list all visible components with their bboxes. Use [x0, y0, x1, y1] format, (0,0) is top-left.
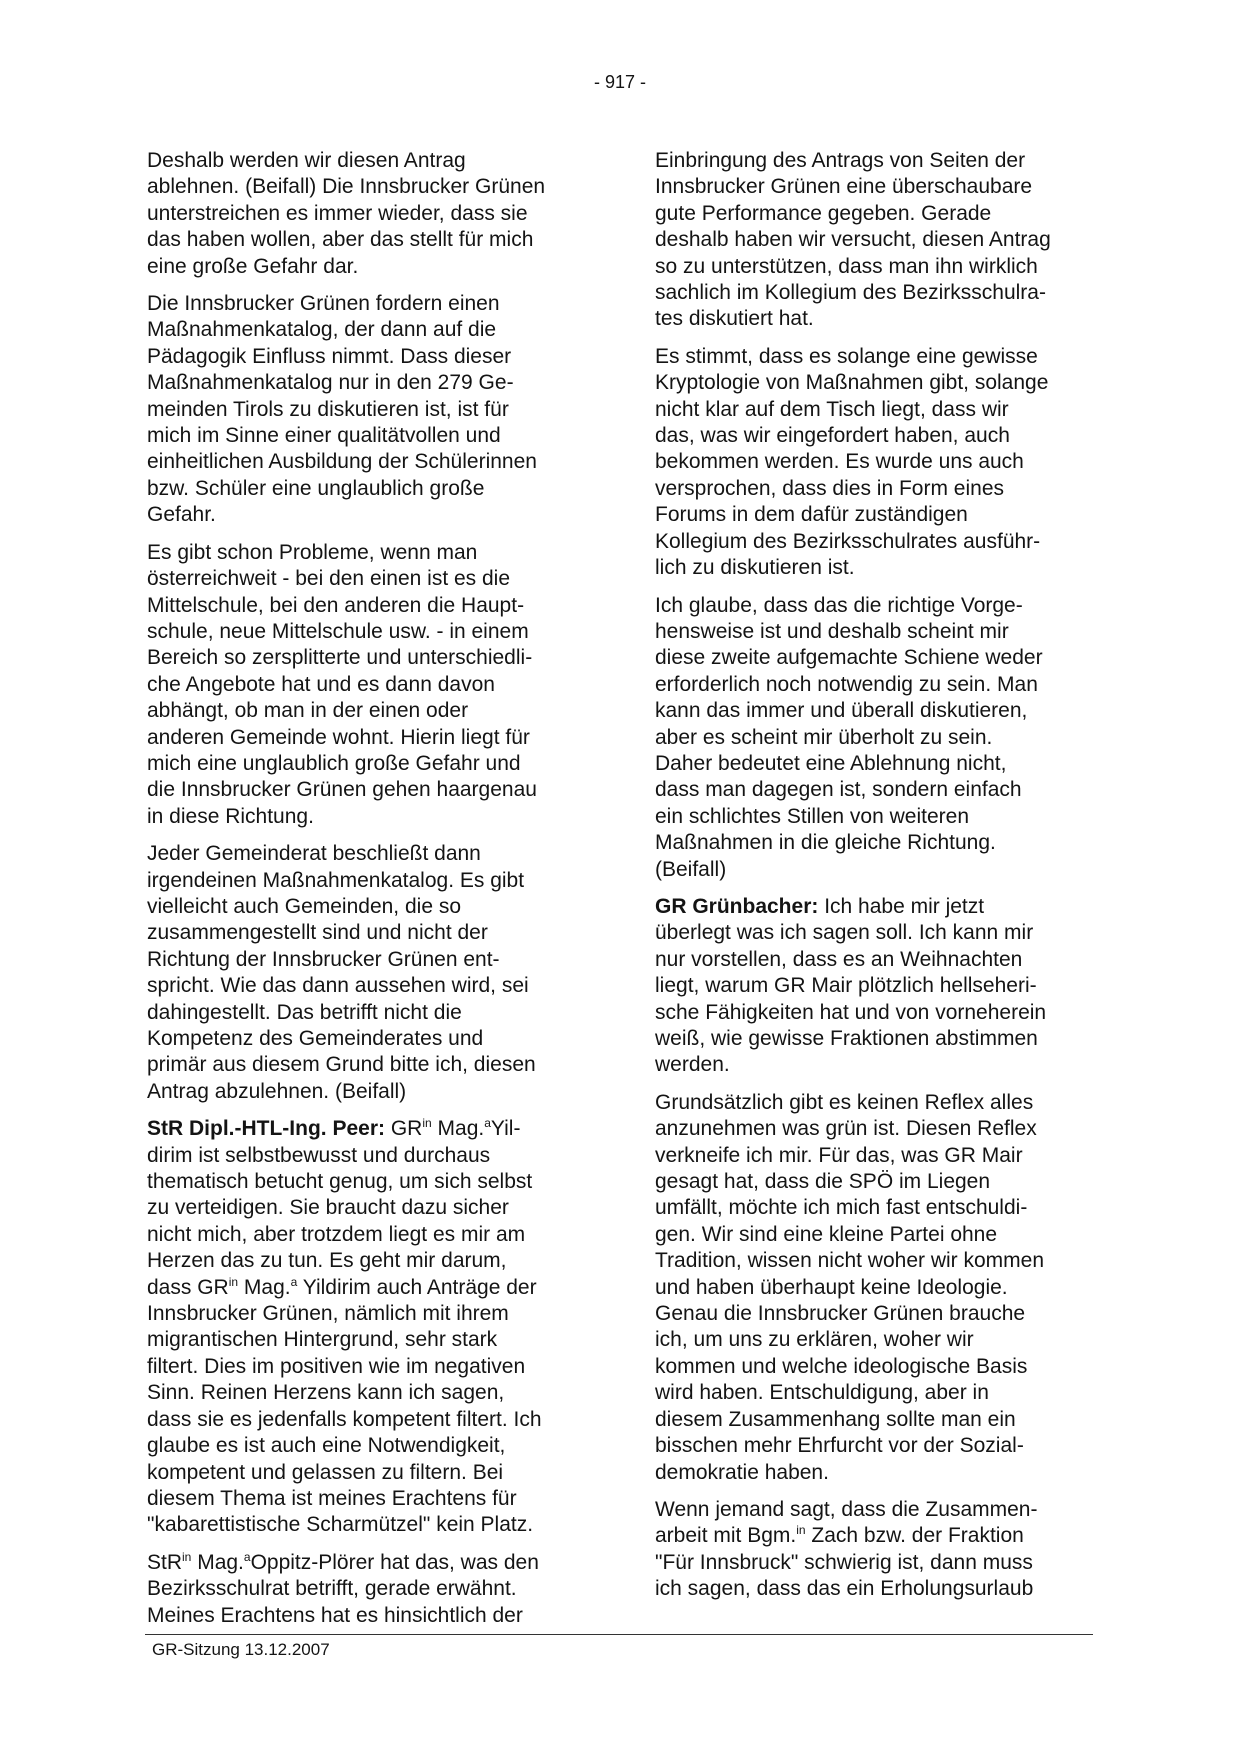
text-line: Kryptologie von Maßnahmen gibt, solange	[655, 371, 1049, 395]
text-line: nur vorstellen, dass es an Weihnachten	[655, 947, 1023, 971]
text-line: Gefahr.	[147, 503, 216, 527]
text-line: Daher bedeutet eine Ablehnung nicht,	[655, 751, 1007, 775]
text-line: migrantischen Hintergrund, sehr stark	[147, 1328, 498, 1352]
text-line: dass sie es jedenfalls kompetent filtert. Ich	[147, 1407, 542, 1431]
speech-peer: StR Dipl.-HTL-Ing. Peer: $GR^{in}$ Mag.$^a$Yil- dirim ist selbstbewusst und durchaus thematisch betucht genug, um sich selbst zu verteidigen. Sie braucht dazu sicher nicht mich, aber trotzdem liegt es mir am Herzen das zu tun. Es geht mir darum, dass $GR^{in}$ Mag.$^a$ Yildirim auch Anträge der Innsbrucker Grünen, nämlich mit ihrem migrantischen Hintergrund, sehr stark filtert. Dies im positiven wie im negativen Sinn. Reinen Herzens kann ich sagen, dass sie es jedenfalls kompetent filtert. Ich glaube es ist auch eine Notwendigkeit, kompetent und gelassen zu filtern. Bei diesem Thema ist meines Erachtens für "kabarettistische Scharmützel" kein Platz.	[147, 1116, 542, 1537]
text-line: mich im Sinne einer qualitätvollen und	[147, 424, 501, 448]
text-line: bisschen mehr Ehrfurcht vor der Sozial-	[655, 1434, 1024, 1458]
text-line: Kollegium des Bezirksschulrates ausführ-	[655, 529, 1041, 553]
text-line: mich eine unglaublich große Gefahr und	[147, 751, 521, 775]
text-line: eine große Gefahr dar.	[147, 254, 359, 278]
text-line: werden.	[655, 1053, 730, 1077]
text-line: gesagt hat, dass die SPÖ im Liegen	[655, 1170, 991, 1194]
text-line: Bezirksschulrat betrifft, gerade erwähnt.	[147, 1577, 517, 1601]
text-line: ablehnen. (Beifall) Die Innsbrucker Grünen	[147, 175, 546, 199]
text-line: Es stimmt, dass es solange eine gewisse	[655, 344, 1038, 368]
text-line: spricht. Wie das dann aussehen wird, sei	[147, 974, 529, 998]
text-line: Meines Erachtens hat es hinsichtlich der	[147, 1603, 523, 1627]
text-line: Maßnahmenkatalog nur in den 279 Ge-	[147, 371, 514, 395]
paragraph	[655, 148, 1095, 333]
text-line: Es gibt schon Probleme, wenn man	[147, 540, 478, 564]
right-column	[655, 148, 1095, 1614]
text-line: bzw. Schüler eine unglaublich große	[147, 476, 485, 500]
text-line: gen. Wir sind eine kleine Partei ohne	[655, 1222, 998, 1246]
text-line: demokratie haben.	[655, 1460, 829, 1484]
text-line: die Innsbrucker Grünen gehen haargenau	[147, 778, 537, 802]
paragraph	[147, 841, 587, 1105]
text-line: versprochen, dass dies in Form eines	[655, 476, 1004, 500]
text-line: ich, um uns zu erklären, woher wir	[655, 1328, 974, 1352]
text-line: Kompetenz des Gemeinderates und	[147, 1027, 484, 1050]
text-line: nicht klar auf dem Tisch liegt, dass wir	[655, 397, 1009, 421]
text-line: deshalb haben wir versucht, diesen Antrag	[655, 228, 1051, 252]
text-line: Maßnahmen in die gleiche Richtung.	[655, 831, 996, 855]
text-line: Antrag abzulehnen. (Beifall)	[147, 1079, 407, 1103]
text-line: sachlich im Kollegium des Bezirksschulra-	[655, 281, 1046, 305]
text-line: Pädagogik Einfluss nimmt. Dass dieser	[147, 344, 512, 368]
speaker-name: StR Dipl.-HTL-Ing. Peer:	[147, 1117, 385, 1141]
text-line: Innsbrucker Grünen eine überschaubare	[655, 175, 1033, 199]
text-line: Deshalb werden wir diesen Antrag	[147, 149, 466, 172]
footer-divider	[145, 1634, 1093, 1635]
text-line: diesem Zusammenhang sollte man ein	[655, 1407, 1016, 1431]
text-line: Tradition, wissen nicht woher wir kommen	[655, 1249, 1045, 1273]
text-line: irgendeinen Maßnahmenkatalog. Es gibt	[147, 868, 525, 892]
text-line: österreichweit - bei den einen ist es die	[147, 567, 511, 591]
text-line: erforderlich noch notwendig zu sein. Man	[655, 672, 1038, 696]
text-line: ein schlichtes Stillen von weiteren	[655, 804, 969, 828]
left-column	[147, 148, 587, 1640]
text-line: Innsbrucker Grünen, nämlich mit ihrem	[147, 1302, 509, 1326]
text-line: "kabarettistische Scharmützel" kein Platz.	[147, 1513, 534, 1537]
speaker-name: GR Grünbacher:	[655, 894, 819, 918]
text-line: aber es scheint mir überholt zu sein.	[655, 725, 993, 749]
text-line: primär aus diesem Grund bitte ich, diesen	[147, 1053, 536, 1077]
text-line: so zu unterstützen, dass man ihn wirklich	[655, 254, 1038, 278]
text-line: lich zu diskutieren ist.	[655, 556, 855, 580]
paragraph	[655, 344, 1095, 582]
paragraph: Wenn jemand sagt, dass die Zusammen- arbeit mit Bgm.$^{in}$ Zach bzw. der Fraktion "Für Innsbruck" schwierig ist, dann muss ich sagen, dass das ein Erholungsurlaub	[655, 1497, 1038, 1601]
text-line: hensweise ist und deshalb scheint mir	[655, 619, 1009, 643]
text-line: und haben überhaupt keine Ideologie.	[655, 1275, 1008, 1299]
text-line: "Für Innsbruck" schwierig ist, dann muss	[655, 1550, 1033, 1574]
text-line: Bereich so zersplitterte und unterschiedli-	[147, 646, 533, 670]
text-line: Einbringung des Antrags von Seiten der	[655, 149, 1026, 172]
text-line: anderen Gemeinde wohnt. Hierin liegt für	[147, 725, 530, 749]
text-line: umfällt, möchte ich mich fast entschuldi-	[655, 1196, 1028, 1220]
text-line: diesem Thema ist meines Erachtens für	[147, 1486, 517, 1510]
text-line: überlegt was ich sagen soll. Ich kann mir	[655, 921, 1034, 945]
text-line: Maßnahmenkatalog, der dann auf die	[147, 318, 497, 342]
text-line: Jeder Gemeinderat beschließt dann	[147, 842, 481, 866]
text-line: glaube es ist auch eine Notwendigkeit,	[147, 1434, 506, 1458]
text-line: sche Fähigkeiten hat und von vorneherein	[655, 1000, 1047, 1024]
text-line: Mittelschule, bei den anderen die Haupt-	[147, 593, 525, 617]
text-line: meinden Tirols zu diskutieren ist, ist für	[147, 397, 509, 421]
paragraph	[147, 291, 587, 529]
text-line: dass man dagegen ist, sondern einfach	[655, 778, 1022, 802]
text-line: bekommen werden. Es wurde uns auch	[655, 450, 1024, 474]
text-line: che Angebote hat und es dann davon	[147, 672, 495, 696]
text-line: gute Performance gegeben. Gerade	[655, 201, 992, 225]
page-number: - 917 -	[593, 72, 647, 92]
footer-session-date: GR-Sitzung 13.12.2007	[152, 1640, 330, 1659]
text-line: filtert. Dies im positiven wie im negativen	[147, 1354, 526, 1378]
text-line: kann das immer und überall diskutieren,	[655, 699, 1028, 723]
text-line: vielleicht auch Gemeinden, die so	[147, 894, 462, 918]
text-line: abhängt, ob man in der einen oder	[147, 699, 469, 723]
text-line: zusammengestellt sind und nicht der	[147, 921, 488, 945]
text-line: liegt, warum GR Mair plötzlich hellseheri-	[655, 974, 1037, 998]
paragraph	[655, 1090, 1095, 1486]
text-line: Die Innsbrucker Grünen fordern einen	[147, 292, 500, 316]
text-line: diese zweite aufgemachte Schiene weder	[655, 646, 1043, 670]
text-line: verkneife ich mir. Für das, was GR Mair	[655, 1143, 1023, 1167]
text-line: Genau die Innsbrucker Grünen brauche	[655, 1302, 1026, 1326]
paragraph: StR$^{in}$ Mag.$^a$Oppitz-Plörer hat das, was den Bezirksschulrat betrifft, gerade erwähnt. Meines Erachtens hat es hinsichtlich der	[147, 1549, 539, 1627]
paragraph	[147, 540, 587, 830]
text-line: einheitlichen Ausbildung der Schülerinnen	[147, 450, 537, 474]
text-line: (Beifall)	[655, 857, 727, 881]
text-line: unterstreichen es immer wieder, dass sie	[147, 201, 528, 225]
text-line: Richtung der Innsbrucker Grünen ent-	[147, 947, 500, 971]
text-line: kommen und welche ideologische Basis	[655, 1354, 1028, 1378]
paragraph	[147, 148, 587, 280]
text-line: in diese Richtung.	[147, 804, 314, 828]
speech-gruenbacher: GR Grünbacher: Ich habe mir jetzt überlegt was ich sagen soll. Ich kann mir nur vorstellen, dass es an Weihnachten liegt, warum GR Mair plötzlich hellseheri- sche Fähigkeiten hat und von vorneherein weiß, wie gewisse Fraktionen abstimmen werden.	[655, 894, 1047, 1077]
text-line: Grundsätzlich gibt es keinen Reflex alles	[655, 1090, 1034, 1114]
text-line: kompetent und gelassen zu filtern. Bei	[147, 1460, 504, 1484]
text-line: Forums in dem dafür zuständigen	[655, 503, 968, 527]
text-line: weiß, wie gewisse Fraktionen abstimmen	[655, 1027, 1038, 1050]
text-line: anzunehmen was grün ist. Diesen Reflex	[655, 1117, 1037, 1141]
text-line: wird haben. Entschuldigung, aber in	[655, 1381, 989, 1405]
paragraph	[655, 593, 1095, 883]
text-line: das, was wir eingefordert haben, auch	[655, 424, 1010, 448]
text-line: ich sagen, dass das ein Erholungsurlaub	[655, 1577, 1034, 1601]
text-line: das haben wollen, aber das stellt für mich	[147, 228, 534, 252]
text-line: Ich glaube, dass das die richtige Vorge-	[655, 593, 1023, 617]
text-line: dahingestellt. Das betrifft nicht die	[147, 1000, 462, 1024]
text-line: tes diskutiert hat.	[655, 307, 814, 331]
text-line: schule, neue Mittelschule usw. - in einem	[147, 619, 529, 643]
text-line: Sinn. Reinen Herzens kann ich sagen,	[147, 1381, 505, 1405]
